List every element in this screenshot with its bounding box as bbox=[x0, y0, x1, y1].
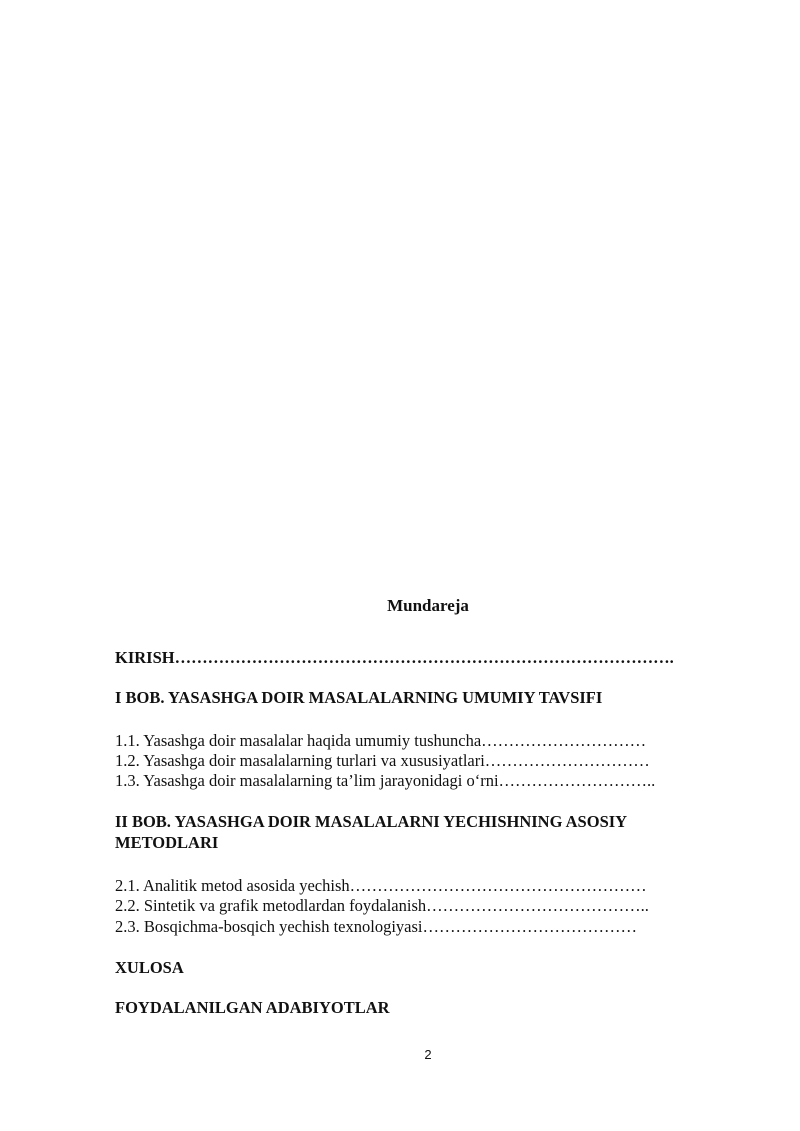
toc-entry-intro: KIRISH………………………………………………………………………………. bbox=[115, 648, 674, 667]
toc-title: Mundareja bbox=[387, 596, 469, 615]
chapter-1-title: I BOB. YASASHGA DOIR MASALALARNING UMUMIY TAVSIFI bbox=[115, 688, 603, 707]
toc-entry-conclusion: XULOSA bbox=[115, 958, 184, 977]
chapter-2-title-line-2: METODLARI bbox=[115, 833, 219, 852]
toc-entry-2-2: 2.2. Sintetik va grafik metodlardan foydalanish………………………………….. bbox=[115, 896, 649, 915]
chapter-2-title-line-1: II BOB. YASASHGA DOIR MASALALARNI YECHISHNING ASOSIY bbox=[115, 812, 628, 831]
toc-entry-references: FOYDALANILGAN ADABIYOTLAR bbox=[115, 998, 390, 1017]
toc-entry-1-3: 1.3. Yasashga doir masalalarning ta’lim jarayonidagi o‘rni……………………….. bbox=[115, 771, 656, 790]
page-number: 2 bbox=[424, 1047, 432, 1062]
toc-entry-2-1: 2.1. Analitik metod asosida yechish……………………………………………… bbox=[115, 876, 647, 895]
toc-entry-1-1: 1.1. Yasashga doir masalalar haqida umumiy tushuncha………………………… bbox=[115, 731, 647, 750]
toc-entry-1-2: 1.2. Yasashga doir masalalarning turlari va xususiyatlari………………………… bbox=[115, 751, 650, 770]
toc-entry-2-3: 2.3. Bosqichma-bosqich yechish texnologiyasi………………………………… bbox=[115, 917, 637, 936]
